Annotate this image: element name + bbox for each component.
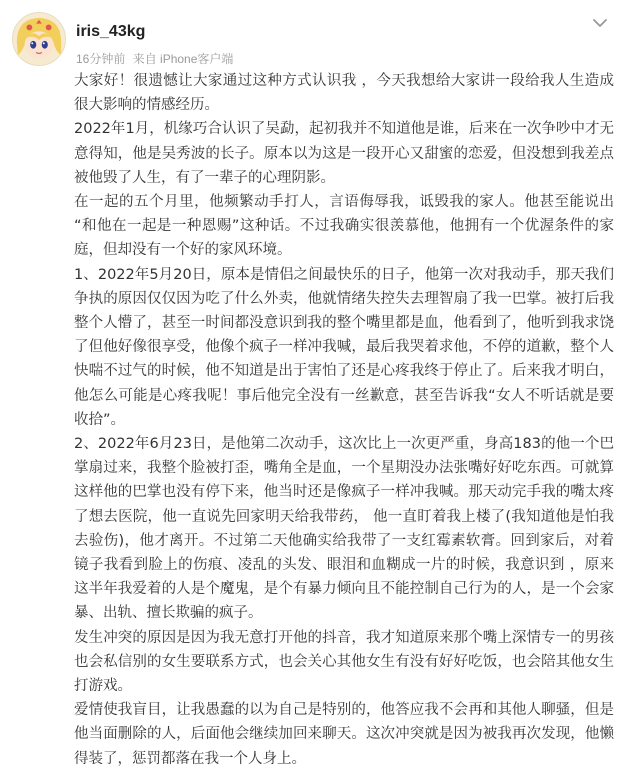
post-time[interactable]: 16分钟前: [76, 52, 126, 66]
post-source: 来自 iPhone客户端: [132, 52, 234, 66]
post-paragraph: 1、2022年5月20日，原本是情侣之间最快乐的日子，他第一次对我动手，那天我们争执的原因仅仅因为吃了什么外卖，他就情绪失控失去理智扇了我一巴掌。被打后我整个人懵了，甚至一时间都没意识到我的整个嘴里都是血，他看到了，他听到我求饶了但他好像很享受，他像个疯子一样冲我喊，最后我哭着求他，不停的道歉，整个人快喘不过气的时候，他不知道是出于害怕了还是心疼我终于停止了。后来我才明白，他怎么可能是心疼我呢！事后他完全没有一丝歉意，甚至告诉我“女人不听话就是要收拾”。: [74, 266, 614, 428]
username[interactable]: iris_43kg: [76, 23, 146, 40]
post-paragraph: 2022年1月，机缘巧合认识了吴勐，起初我并不知道他是谁，后来在一次争吵中才无意得知，他是吴秀波的长子。原本以为这是一段开心又甜蜜的恋爱，但没想到我差点被他毁了人生，有了一辈子的心理阴影。: [74, 121, 614, 186]
post-paragraph: 在一起的五个月里，他频繁动手打人，言语侮辱我，诋毁我的家人。他甚至能说出 “和他在一起是一种恩赐”这种话。不过我确实很羡慕他，他拥有一个优渥条件的家庭，但却没有一个好的家风环境。: [74, 194, 614, 259]
post-paragraph: 发生冲突的原因是因为我无意打开他的抖音，我才知道原来那个嘴上深情专一的男孩也会私信别的女生要联系方式，也会关心其他女生有没有好好吃饭，也会陪其他女生打游戏。: [74, 629, 614, 695]
post-header: [0, 0, 622, 68]
post-body: [74, 69, 614, 771]
anime-avatar-icon: [13, 13, 65, 65]
post-paragraph: 2、2022年6月23日，是他第二次动手，这次比上一次更严重，身高183的他一个巴掌扇过来，我整个脸被打歪，嘴角全是血，一个星期没办法张嘴好好吃东西。可就算这样他的巴掌也没有停下来，他当时还是像疯子一样冲我喊。那天动完手我的嘴太疼了想去医院，他一直说先回家明天给我带药， 他一直盯着我上楼了(我知道他是怕我去验伤)，他才离开。不过第二天他确实给我带了一支红霉素软膏。回到家后，对着镜子我看到脸上的伤痕、凌乱的头发、眼泪和血糊成一片的时候，我意识到 ，原来这半年我爱着的人是个魔鬼，是个有暴力倾向且不能控制自己行为的人，是一个会家暴、出轨、擅长欺骗的疯子。: [74, 436, 614, 622]
post-paragraph: 大家好！很遗憾让大家通过这种方式认识我 ，今天我想给大家讲一段给我人生造成很大影响的情感经历。: [74, 73, 614, 114]
chevron-down-icon[interactable]: [591, 16, 609, 30]
post-meta: [76, 50, 237, 67]
post-paragraph: 爱情使我盲目，让我愚蠢的以为自己是特别的，他答应我不会再和其他人聊骚，但是他当面删除的人，后面他会继续加回来聊天。这次冲突就是因为被我再次发现，他懒得装了，惩罚都落在我一个人身上。: [74, 702, 614, 767]
avatar[interactable]: [12, 12, 66, 66]
